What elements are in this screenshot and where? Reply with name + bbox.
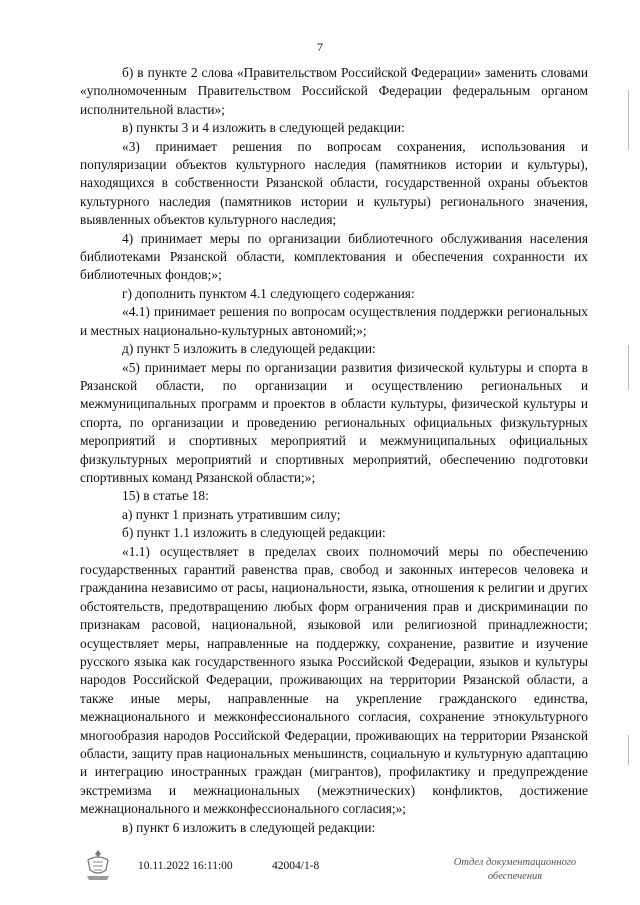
paragraph: в) пункт 6 изложить в следующей редакции:	[122, 819, 376, 835]
footer-timestamp: 10.11.2022 16:11:00	[138, 860, 233, 872]
paragraph: г) дополнить пунктом 4.1 следующего содержания:	[122, 285, 415, 301]
emblem-icon	[84, 848, 112, 882]
paragraph: б) пункт 1.1 изложить в следующей редакции:	[122, 525, 386, 541]
footer-doc-number: 42004/1-8	[272, 860, 320, 872]
paragraph: 4) принимает меры по организации библиотечного обслуживания населения библиотеками Рязанской области, комплектования и обеспечения сохранности их библиотечных фондов;»;	[80, 230, 588, 283]
department-stamp	[440, 856, 590, 884]
paragraph: д) пункт 5 изложить в следующей редакции:	[122, 341, 376, 357]
paragraph: «1.1) осуществляет в пределах своих полномочий меры по обеспечению государственных гарантий равенства прав, свобод и законных интересов человека и гражданина независимо от расы, национальности, языка, отношения к религии и других обстоятельств, предотвращению любых форм ограничения прав и дискриминации по признакам расовой, национальной, языковой или религиозной принадлежности; осуществляет меры, направленные на поддержку, сохранение, развитие и изучение русского языка как государственного языка Российской Федерации, языков и культуры народов Российской Федерации, проживающих на территории Рязанской области, а также иные меры, направленные на укрепление гражданского единства, межнационального и межконфессионального согласия, сохранение этнокультурного многообразия народов Российской Федерации, проживающих на территории Рязанской области, защиту прав национальных меньшинств, социальную и культурную адаптацию и интеграцию иностранных граждан (мигрантов), профилактику и предупреждение экстремизма и межнациональных (межэтнических) конфликтов, достижение межнационального и межконфессионального согласия;»;	[80, 543, 588, 817]
scan-edge-mark	[628, 90, 629, 150]
paragraph: 15) в статье 18:	[122, 488, 209, 504]
paragraph: а) пункт 1 признать утратившим силу;	[122, 506, 341, 522]
paragraph: «4.1) принимает решения по вопросам осуществления поддержки региональных и местных национально-культурных автономий;»;	[80, 304, 588, 338]
paragraph: «5) принимает меры по организации развития физической культуры и спорта в Рязанской области, по организации и осуществлению региональных и межмуниципальных программ и проектов в области культуры, физической культуры и спорта, по организации и проведению региональных официальных физкультурных мероприятий и спортивных мероприятий и межмуниципальных официальных физкультурных мероприятий и спортивных мероприятий, обеспечению подготовки спортивных команд Рязанской области;»;	[80, 359, 588, 485]
document-body	[80, 64, 588, 837]
paragraph: б) в пункте 2 слова «Правительством Российской Федерации» заменить словами «уполномоченным Правительством Российской Федерации федеральным органом исполнительной власти»;	[80, 65, 588, 117]
page-number: 7	[317, 40, 323, 54]
scan-edge-mark	[628, 735, 629, 765]
department-line: обеспечения	[487, 871, 543, 882]
scan-edge-mark	[628, 345, 629, 390]
paragraph: «3) принимает решения по вопросам сохранения, использования и популяризации объектов культурного наследия (памятников истории и культуры), находящихся в собственности Рязанской области, государственной охраны объектов культурного наследия (памятников истории и культуры) регионального значения, выявленных объектов культурного наследия;	[80, 138, 588, 228]
paragraph: в) пункты 3 и 4 изложить в следующей редакции:	[122, 120, 405, 136]
department-line: Отдел документационного	[453, 857, 577, 868]
